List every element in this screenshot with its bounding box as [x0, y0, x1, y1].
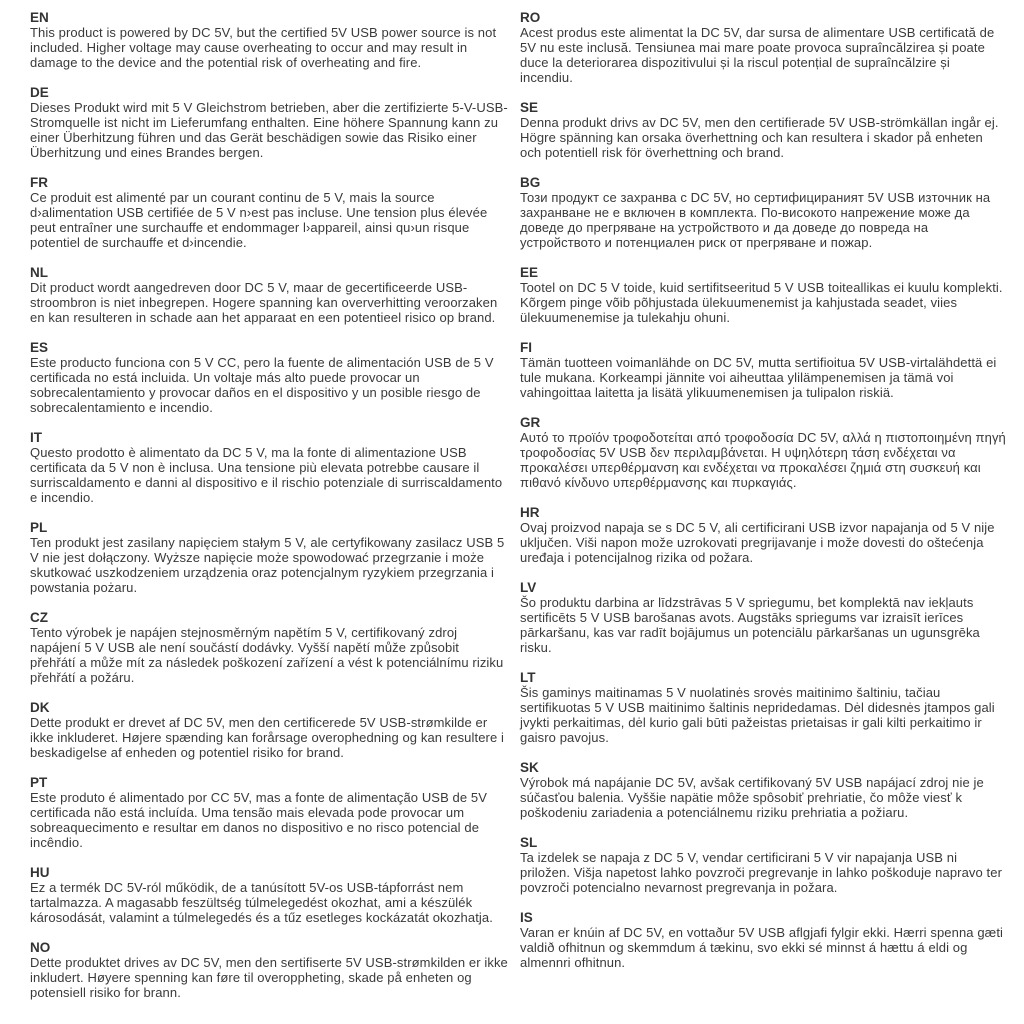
warning-text-it: Questo prodotto è alimentato da DC 5 V, ma la fonte di alimentazione USB certificata da 5 V non è inclusa. Una tensione più elevata potrebbe causare il surriscaldamento e danni al dispositivo e il rischio potenziale di surriscaldamento e incendio. [30, 445, 503, 505]
warning-text-ro: Acest produs este alimentat la DC 5V, dar sursa de alimentare USB certificată de 5V nu este inclusă. Tensiunea mai mare poate provoca supraîncălzirea și poate duce la deteriorarea dispozitivului și la riscul potențial de supraîncălzire și incendiu. [520, 25, 995, 85]
warning-text-hu: Ez a termék DC 5V-ról működik, de a tanúsított 5V-os USB-tápforrást nem tartalmazza. A magasabb feszültség túlmelegedést okozhat, ami a készülék károsodását, valamint a túlmelegedés és a tűz esetleges kockázatát okozhatja. [30, 880, 493, 925]
language-code-fr: FR [30, 175, 48, 190]
language-code-de: DE [30, 85, 49, 100]
language-code-it: IT [30, 430, 42, 445]
warning-text-no: Dette produktet drives av DC 5V, men den sertifiserte 5V USB-strømkilden er ikke inkludert. Høyere spenning kan føre til overoppheting, skade på enheten og potensiell risiko for brann. [30, 955, 508, 1000]
warning-section-no [30, 940, 508, 1000]
warning-text-de: Dieses Produkt wird mit 5 V Gleichstrom betrieben, aber die zertifizierte 5-V-USB-Stromquelle ist nicht im Lieferumfang enthalten. Eine höhere Spannung kann zu einer Überhitzung führen und das Gerät beschädigen sowie das Risiko einer Überhitzung und eines Brandes bergen. [30, 100, 508, 160]
warning-text-gr: Αυτό το προϊόν τροφοδοτείται από τροφοδοσία DC 5V, αλλά η πιστοποιημένη πηγή τροφοδοσίας 5V USB δεν περιλαμβάνεται. Η υψηλότερη τάση ενδέχεται να προκαλέσει υπερθέρμανση και ενδέχεται να προκαλέσει ζημιά στη συσκευή και πιθανό κίνδυνο υπερθέρμανσης και πυρκαγιάς. [520, 430, 1006, 490]
language-code-se: SE [520, 100, 539, 115]
warning-section-pl [30, 520, 508, 595]
language-code-en: EN [30, 10, 49, 25]
column-left [30, 10, 508, 1015]
language-code-hu: HU [30, 865, 50, 880]
language-code-fi: FI [520, 340, 532, 355]
warning-text-sk: Výrobok má napájanie DC 5V, avšak certifikovaný 5V USB napájací zdroj nie je súčasťou balenia. Vyššie napätie môže spôsobiť prehriatie, čo môže viesť k poškodeniu zariadenia a potenciálnemu riziku prehriatia a požiaru. [520, 775, 984, 820]
warning-section-lv [520, 580, 1006, 655]
warning-section-ee [520, 265, 1006, 325]
warning-text-pt: Este produto é alimentado por CC 5V, mas a fonte de alimentação USB de 5V certificada não está incluída. Uma tensão mais elevada pode provocar um sobreaquecimento e resultar em danos no dispositivo e no risco potencial de incêndio. [30, 790, 488, 850]
language-code-pt: PT [30, 775, 48, 790]
warning-text-fr: Ce produit est alimenté par un courant continu de 5 V, mais la source d›alimentation USB certifiée de 5 V n›est pas incluse. Une tension plus élevée peut entraîner une surchauffe et endommager l›appareil, ainsi qu›un risque potentiel de surchauffe et d›incendie. [30, 190, 488, 250]
warning-text-se: Denna produkt drivs av DC 5V, men den certifierade 5V USB-strömkällan ingår ej. Högre spänning kan orsaka överhettning och kan resultera i skador på enheten och potentiell risk för överhettning och brand. [520, 115, 999, 160]
warning-text-lv: Šo produktu darbina ar līdzstrāvas 5 V spriegumu, bet komplektā nav iekļauts sertificēts 5 V USB barošanas avots. Augstāks spriegums var izraisīt ierīces pārkaršanu, kas var radīt bojājumus un potenciālu pārkaršanas un ugunsgrēka risku. [520, 595, 980, 655]
warning-text-en: This product is powered by DC 5V, but the certified 5V USB power source is not included. Higher voltage may cause overheating to occur and may result in damage to the device and the potential risk of overheating and fire. [30, 25, 497, 70]
warning-text-lt: Šis gaminys maitinamas 5 V nuolatinės srovės maitinimo šaltiniu, tačiau sertifikuotas 5 V USB maitinimo šaltinis nepridedamas. Dėl didesnės jtampos gali jvykti perkaitimas, dėl kurio gali būti pažeistas prietaisas ir gali kilti perkaitimo ir gaisro pavojus. [520, 685, 995, 745]
language-code-dk: DK [30, 700, 50, 715]
warning-section-gr [520, 415, 1006, 490]
warning-section-fr [30, 175, 508, 250]
warning-section-se [520, 100, 1006, 160]
warning-section-is [520, 910, 1006, 970]
warning-text-fi: Tämän tuotteen voimanlähde on DC 5V, mutta sertifioitua 5V USB-virtalähdettä ei tule mukana. Korkeampi jännite voi aiheuttaa ylilämpenemisen ja tämä voi vahingoittaa laitetta ja lisätä ylikuumenemisen ja tulipalon riskiä. [520, 355, 997, 400]
warning-section-cz [30, 610, 508, 685]
warning-section-en [30, 10, 508, 70]
warning-section-es [30, 340, 508, 415]
warning-section-sl [520, 835, 1006, 895]
language-code-no: NO [30, 940, 51, 955]
warning-text-hr: Ovaj proizvod napaja se s DC 5 V, ali certificirani USB izvor napajanja od 5 V nije uključen. Viši napon može uzrokovati pregrijavanje i može dovesti do oštećenja uređaja i potencijalnog rizika od požara. [520, 520, 995, 565]
warning-section-dk [30, 700, 508, 760]
language-code-es: ES [30, 340, 49, 355]
warning-section-sk [520, 760, 1006, 820]
warning-text-dk: Dette produkt er drevet af DC 5V, men den certificerede 5V USB-strømkilde er ikke inkluderet. Højere spænding kan forårsage overophedning og kan resultere i beskadigelse af enheden og potentiel risiko for brand. [30, 715, 505, 760]
language-code-hr: HR [520, 505, 540, 520]
language-code-is: IS [520, 910, 533, 925]
language-code-lv: LV [520, 580, 537, 595]
warning-section-bg [520, 175, 1006, 250]
warning-text-ee: Tootel on DC 5 V toide, kuid sertifitseeritud 5 V USB toiteallikas ei kuulu komplekti. Kõrgem pinge võib põhjustada ülekuumenemist ja kahjustada seadet, viies ülekuumenemise ja tulekahju ohuni. [520, 280, 1003, 325]
language-code-gr: GR [520, 415, 541, 430]
warning-section-fi [520, 340, 1006, 400]
language-code-pl: PL [30, 520, 48, 535]
language-code-bg: BG [520, 175, 541, 190]
warning-text-pl: Ten produkt jest zasilany napięciem stałym 5 V, ale certyfikowany zasilacz USB 5 V nie jest dołączony. Wyższe napięcie może spowodować przegrzanie i może skutkować uszkodzeniem urządzenia oraz potencjalnym ryzykiem przegrzania i powstania pożaru. [30, 535, 505, 595]
language-code-lt: LT [520, 670, 536, 685]
language-code-nl: NL [30, 265, 48, 280]
warning-section-pt [30, 775, 508, 850]
warning-section-lt [520, 670, 1006, 745]
language-code-ee: EE [520, 265, 539, 280]
warning-text-cz: Tento výrobek je napájen stejnosměrným napětím 5 V, certifikovaný zdroj napájení 5 V USB ale není součástí dodávky. Vyšší napětí může způsobit přehřátí a může mít za následek poškození zařízení a vést k potenciálnímu riziku přehřátí a požáru. [30, 625, 504, 685]
language-code-cz: CZ [30, 610, 48, 625]
warning-section-nl [30, 265, 508, 325]
warning-text-bg: Този продукт се захранва с DC 5V, но сертифицираният 5V USB източник на захранване не е включен в комплекта. По-високото напрежение може да доведе до прегряване на устройството и да доведе до повреда на устройството и потенциален риск от прегряване и пожар. [520, 190, 991, 250]
language-code-sk: SK [520, 760, 539, 775]
warning-section-de [30, 85, 508, 160]
language-code-sl: SL [520, 835, 538, 850]
warning-section-it [30, 430, 508, 505]
warning-section-ro [520, 10, 1006, 85]
warning-section-hr [520, 505, 1006, 565]
column-right [520, 10, 1006, 1015]
warning-section-hu [30, 865, 508, 925]
warning-text-is: Varan er knúin af DC 5V, en vottaður 5V USB aflgjafi fylgir ekki. Hærri spenna gæti valdið ofhitnun og skemmdum á tækinu, svo ekki sé minnst á hættu á eldi og almennri ofhitnun. [520, 925, 1004, 970]
language-code-ro: RO [520, 10, 541, 25]
warning-text-sl: Ta izdelek se napaja z DC 5 V, vendar certificirani 5 V vir napajanja USB ni priložen. Višja napetost lahko povzroči pregrevanje in lahko poškoduje napravo ter povzroči potencialno nevarnost pregrevanja in požara. [520, 850, 1003, 895]
warning-text-nl: Dit product wordt aangedreven door DC 5 V, maar de gecertificeerde USB-stroombron is niet inbegrepen. Hogere spanning kan oververhitting veroorzaken en kan resulteren in schade aan het apparaat en een potentieel risico op brand. [30, 280, 498, 325]
warning-text-es: Este producto funciona con 5 V CC, pero la fuente de alimentación USB de 5 V certificada no está incluida. Un voltaje más alto puede provocar un sobrecalentamiento y provocar daños en el dispositivo y un posible riesgo de sobrecalentamiento e incendio. [30, 355, 494, 415]
